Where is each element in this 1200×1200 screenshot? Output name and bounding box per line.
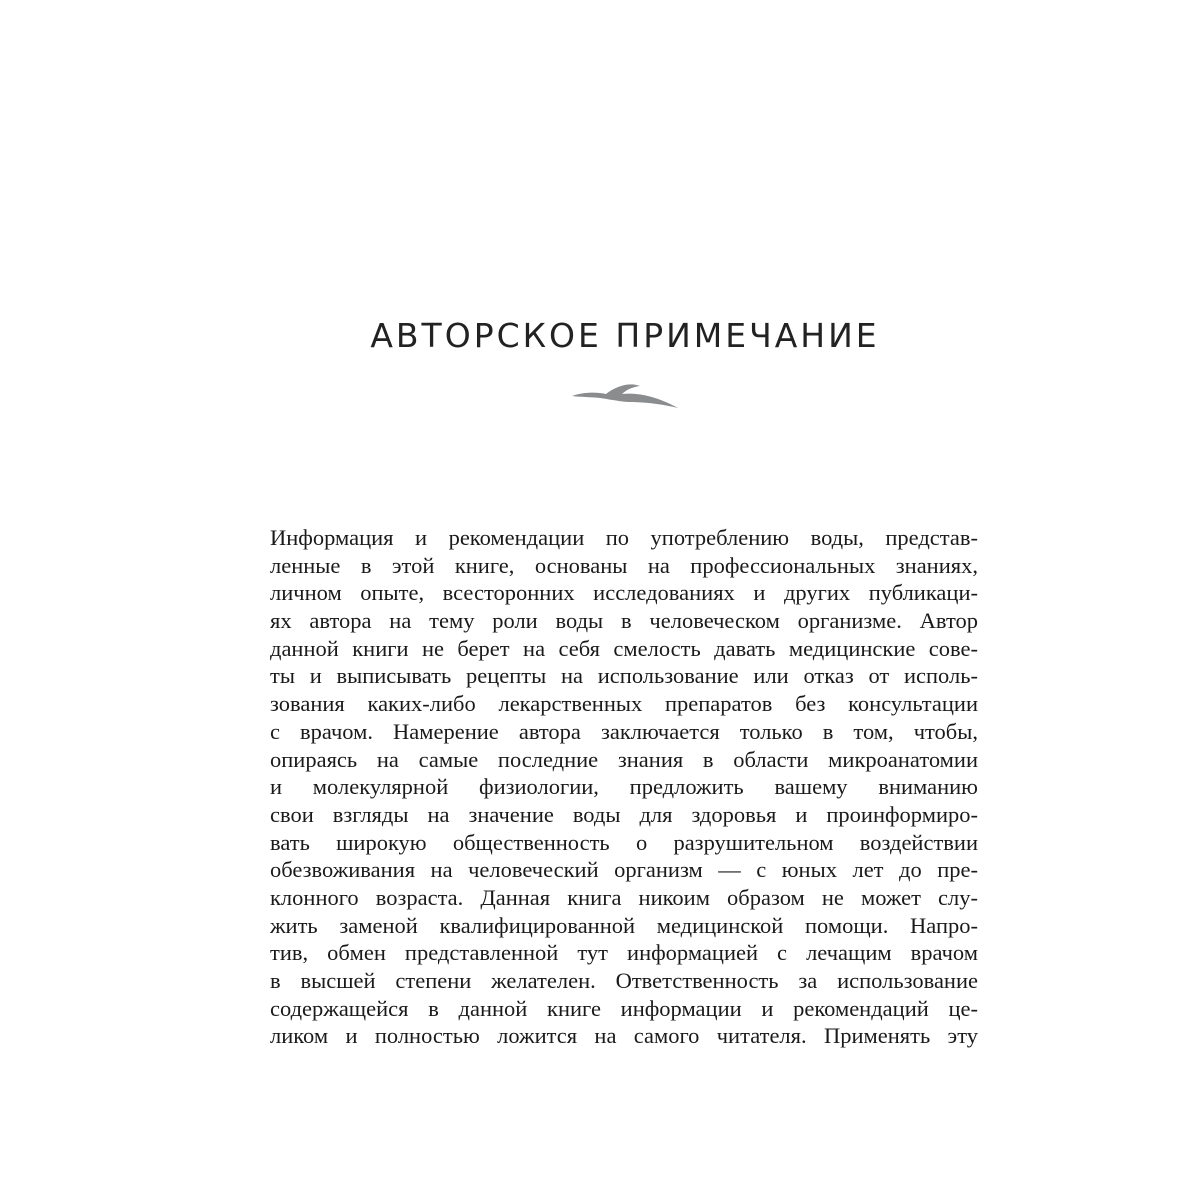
- wave-ornament-icon: [570, 382, 680, 412]
- text-line: жить заменой квалифицированной медицинской помощи. Напро-: [270, 912, 978, 938]
- chapter-title: АВТОРСКОЕ ПРИМЕЧАНИЕ: [370, 316, 880, 355]
- text-line: клонного возраста. Данная книга никоим образом не может слу-: [270, 884, 978, 910]
- text-line: опираясь на самые последние знания в области микроанатомии: [270, 746, 978, 772]
- text-line: ленные в этой книге, основаны на профессиональных знаниях,: [270, 552, 978, 578]
- text-line: вать широкую общественность о разрушительном воздействии: [270, 829, 978, 855]
- text-line: зования каких-либо лекарственных препаратов без консультации: [270, 691, 978, 717]
- text-line: ях автора на тему роли воды в человеческом организме. Автор: [270, 608, 978, 634]
- text-line: ликом и полностью ложится на самого читателя. Применять эту: [270, 1023, 978, 1049]
- text-line: в высшей степени желателен. Ответственность за использование: [270, 968, 978, 993]
- text-line: ты и выписывать рецепты на использование или отказ от исполь-: [270, 663, 978, 689]
- text-line: содержащейся в данной книге информации и рекомендаций це-: [270, 995, 978, 1021]
- body-text: [270, 524, 978, 1050]
- text-line: обезвоживания на человеческий организм — с юных лет до пре-: [270, 857, 978, 883]
- text-line: личном опыте, всесторонних исследованиях и других публикаци-: [270, 580, 978, 606]
- text-line: свои взгляды на значение воды для здоровья и проинформиро-: [270, 801, 978, 827]
- text-line: и молекулярной физиологии, предложить вашему вниманию: [270, 774, 978, 800]
- text-line: Информация и рекомендации по употреблению воды, представ-: [270, 525, 978, 550]
- text-line: данной книги не берет на себя смелость давать медицинские сове-: [270, 635, 978, 661]
- text-line: тив, обмен представленной тут информацией с лечащим врачом: [270, 940, 978, 966]
- text-line: с врачом. Намерение автора заключается только в том, чтобы,: [270, 718, 978, 744]
